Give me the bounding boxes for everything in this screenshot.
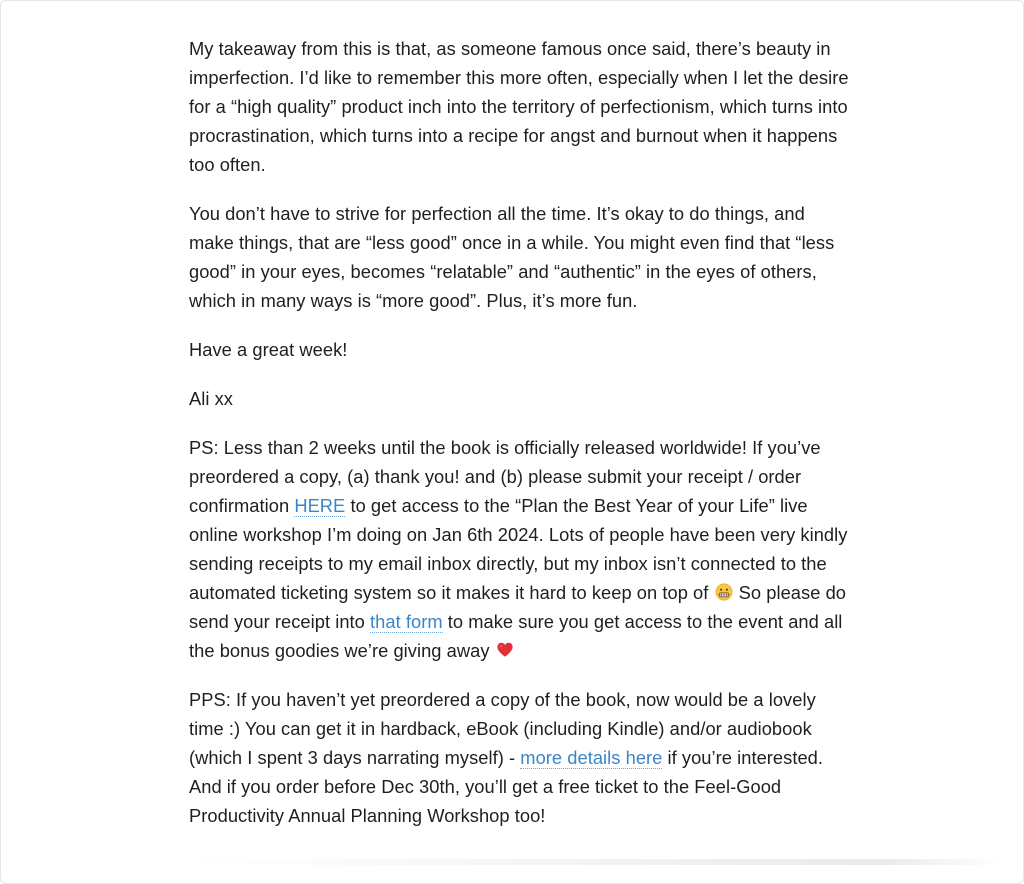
here-link[interactable]: HERE	[294, 495, 346, 516]
bottom-fade-divider	[189, 859, 1005, 865]
email-body	[189, 34, 849, 850]
paragraph-greeting: Have a great week!	[189, 339, 348, 360]
red-heart-emoji-icon	[496, 641, 514, 659]
ps-text-1: PS: Less than 2 weeks until the book is officially released worldwide! If you’ve preordered a copy, (a) thank you! and (b) please submit your receipt / order confirmation	[189, 437, 821, 516]
paragraph-takeaway: My takeaway from this is that, as someone famous once said, there’s beauty in imperfection. I’d like to remember this more often, especially when I let the desire for a “high quality” product inch into the territory of perfectionism, which turns into procrastination, which turns into a recipe for angst and burnout when it happens too often.	[189, 38, 849, 175]
paragraph-perfection: You don’t have to strive for perfection all the time. It’s okay to do things, and make things, that are “less good” once in a while. You might even find that “less good” in your eyes, becomes “relatable” and “authentic” in the eyes of others, which in many ways is “more good”. Plus, it’s more fun.	[189, 203, 835, 311]
signoff: Ali xx	[189, 388, 233, 409]
that-form-link[interactable]: that form	[370, 611, 443, 632]
paragraph-ps	[189, 433, 849, 665]
ps-text-3: So please do send your receipt into	[189, 582, 846, 632]
grimacing-face-emoji-icon	[715, 583, 733, 601]
pps-text-2: if you’re interested. And if you order before Dec 30th, you’ll get a free ticket to the Feel-Good Productivity Annual Planning Workshop too!	[189, 747, 824, 826]
ps-text-2: to get access to the “Plan the Best Year of your Life” live online workshop I’m doing on Jan 6th 2024. Lots of people have been very kindly sending receipts to my email inbox directly, but my inbox isn’t connected to the automated ticketing system so it makes it hard to keep on top of	[189, 495, 848, 603]
paragraph-pps	[189, 685, 849, 830]
more-details-link[interactable]: more details here	[520, 747, 663, 768]
pps-text-1: PPS: If you haven’t yet preordered a copy of the book, now would be a lovely time :) You can get it in hardback, eBook (including Kindle) and/or audiobook (which I spent 3 days narrating myself) -	[189, 689, 816, 768]
ps-text-4: to make sure you get access to the event and all the bonus goodies we’re giving away	[189, 611, 843, 661]
